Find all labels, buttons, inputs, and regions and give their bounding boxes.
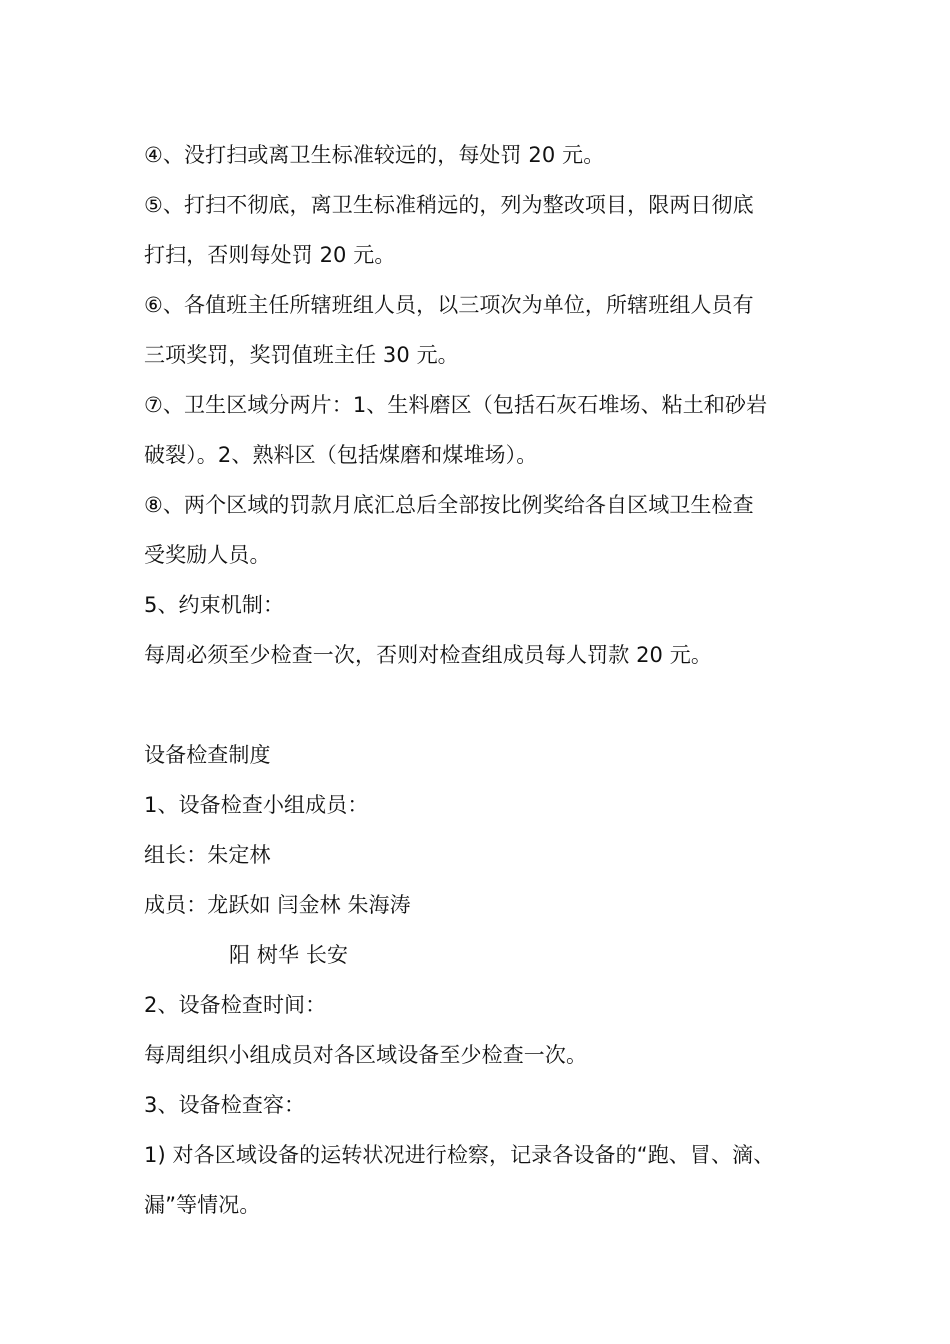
members-heading: 1、设备检查小组成员： [144,793,369,817]
inspection-content-item-1: 1) 对各区域设备的运转状况进行检察，记录各设备的“跑、冒、滴、 [144,1143,775,1167]
paragraph-spacer [144,680,844,730]
rule-item-8-continued: 受奖励人员。 [144,543,271,567]
document-body [144,130,844,1230]
inspection-time-heading: 2、设备检查时间： [144,993,327,1017]
inspection-content-item-1-continued: 漏”等情况。 [144,1193,261,1217]
constraint-text: 每周必须至少检查一次，否则对检查组成员每人罚款 20 元。 [144,643,712,667]
rule-item-8: ⑧、两个区域的罚款月底汇总后全部按比例奖给各自区域卫生检查 [144,493,754,517]
group-members-continued: 阳 树华 长安 [229,943,349,967]
rule-item-7: ⑦、卫生区域分两片：1、生料磨区（包括石灰石堆场、粘土和砂岩 [144,393,768,417]
group-leader: 组长：朱定林 [144,843,271,867]
rule-item-6-continued: 三项奖罚，奖罚值班主任 30 元。 [144,343,459,367]
rule-item-6: ⑥、各值班主任所辖班组人员，以三项次为单位，所辖班组人员有 [144,293,754,317]
section-title: 设备检查制度 [144,743,271,767]
rule-item-5-continued: 打扫，否则每处罚 20 元。 [144,243,396,267]
constraint-heading: 5、约束机制： [144,593,285,617]
group-members: 成员：龙跃如 闫金林 朱海涛 [144,893,411,917]
inspection-time-text: 每周组织小组成员对各区域设备至少检查一次。 [144,1043,588,1067]
rule-item-7-continued: 破裂）。2、熟料区（包括煤磨和煤堆场）。 [144,443,538,467]
rule-item-4: ④、没打扫或离卫生标准较远的，每处罚 20 元。 [144,143,605,167]
inspection-content-heading: 3、设备检查容： [144,1093,306,1117]
rule-item-5: ⑤、打扫不彻底，离卫生标准稍远的，列为整改项目，限两日彻底 [144,193,754,217]
